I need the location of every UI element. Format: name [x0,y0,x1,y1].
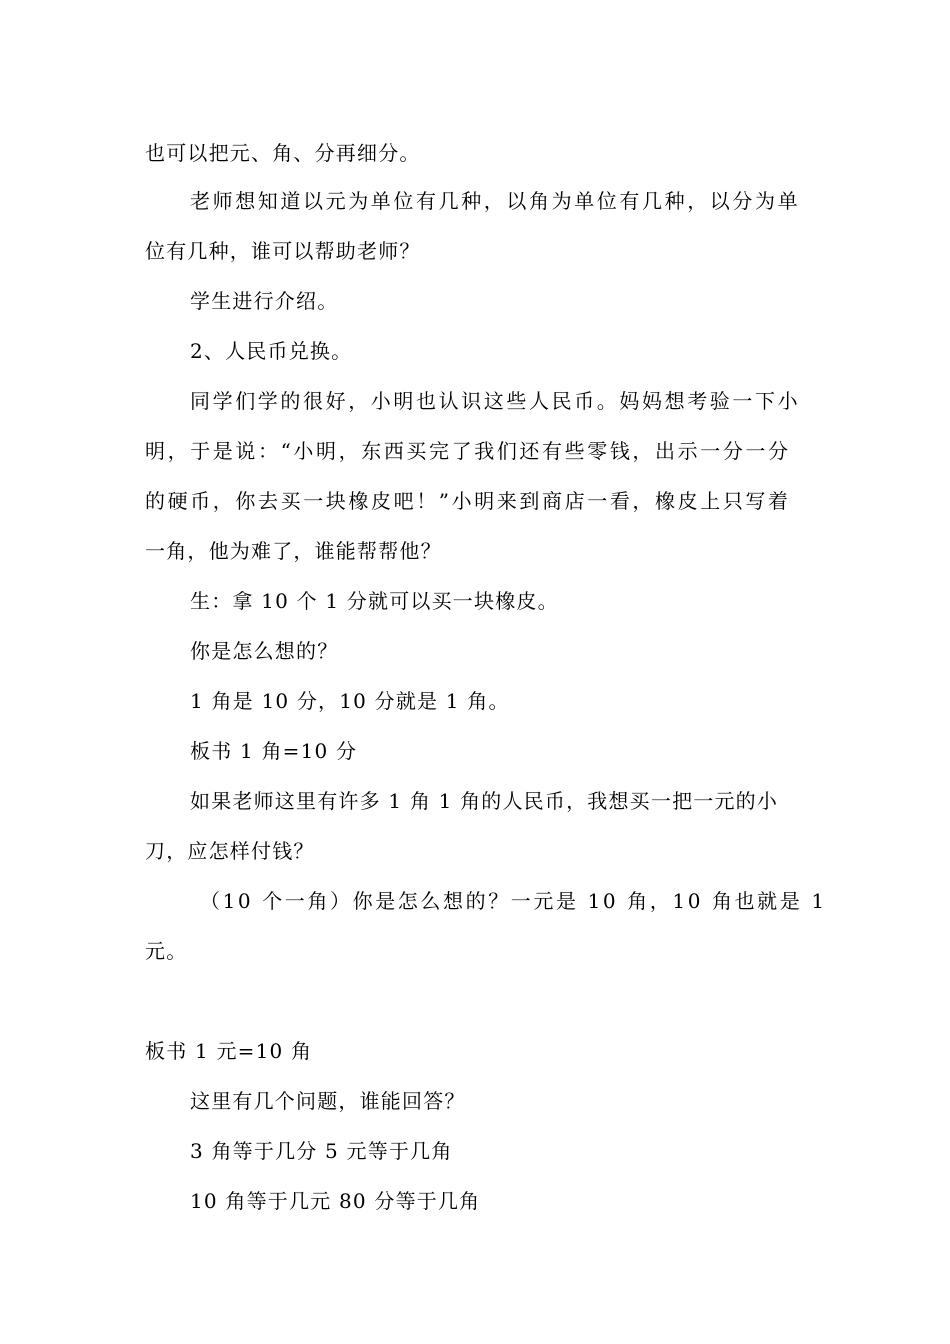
paragraph-line: 生：拿 10 个 1 分就可以买一块橡皮。 [190,589,559,613]
question-line: 10 角等于几元 80 分等于几角 [190,1189,481,1213]
paragraph-line: 你是怎么想的？ [190,639,339,663]
paragraph-line: 一角，他为难了，谁能帮帮他？ [145,539,442,563]
section-heading: 2、人民币兑换。 [190,339,353,363]
paragraph-line: 位有几种，谁可以帮助老师？ [145,239,421,263]
question-line: 3 角等于几分 5 元等于几角 [190,1139,453,1163]
paragraph-line: 如果老师这里有许多 1 角 1 角的人民币，我想买一把一元的小 [190,789,779,813]
paragraph-line: （10 个一角）你是怎么想的？一元是 10 角，10 角也就是 1 [200,889,827,913]
paragraph-line: 1 角是 10 分，10 分就是 1 角。 [190,689,510,713]
paragraph-line: 这里有几个问题，谁能回答？ [190,1089,466,1113]
paragraph-line: 的硬币，你去买一块橡皮吧！”小明来到商店一看，橡皮上只写着 [145,489,791,513]
paragraph-line: 同学们学的很好，小明也认识这些人民币。妈妈想考验一下小 [190,389,801,413]
paragraph-line: 刀，应怎样付钱？ [145,839,315,863]
board-note: 板书 1 元=10 角 [145,1039,313,1063]
paragraph-line: 老师想知道以元为单位有几种，以角为单位有几种，以分为单 [190,189,801,213]
paragraph-line: 学生进行介绍。 [190,289,339,313]
paragraph-line: 也可以把元、角、分再细分。 [145,141,421,165]
board-note: 板书 1 角=10 分 [190,739,358,763]
paragraph-line: 元。 [145,939,188,963]
paragraph-line: 明，于是说：“小明，东西买完了我们还有些零钱，出示一分一分 [145,439,791,463]
